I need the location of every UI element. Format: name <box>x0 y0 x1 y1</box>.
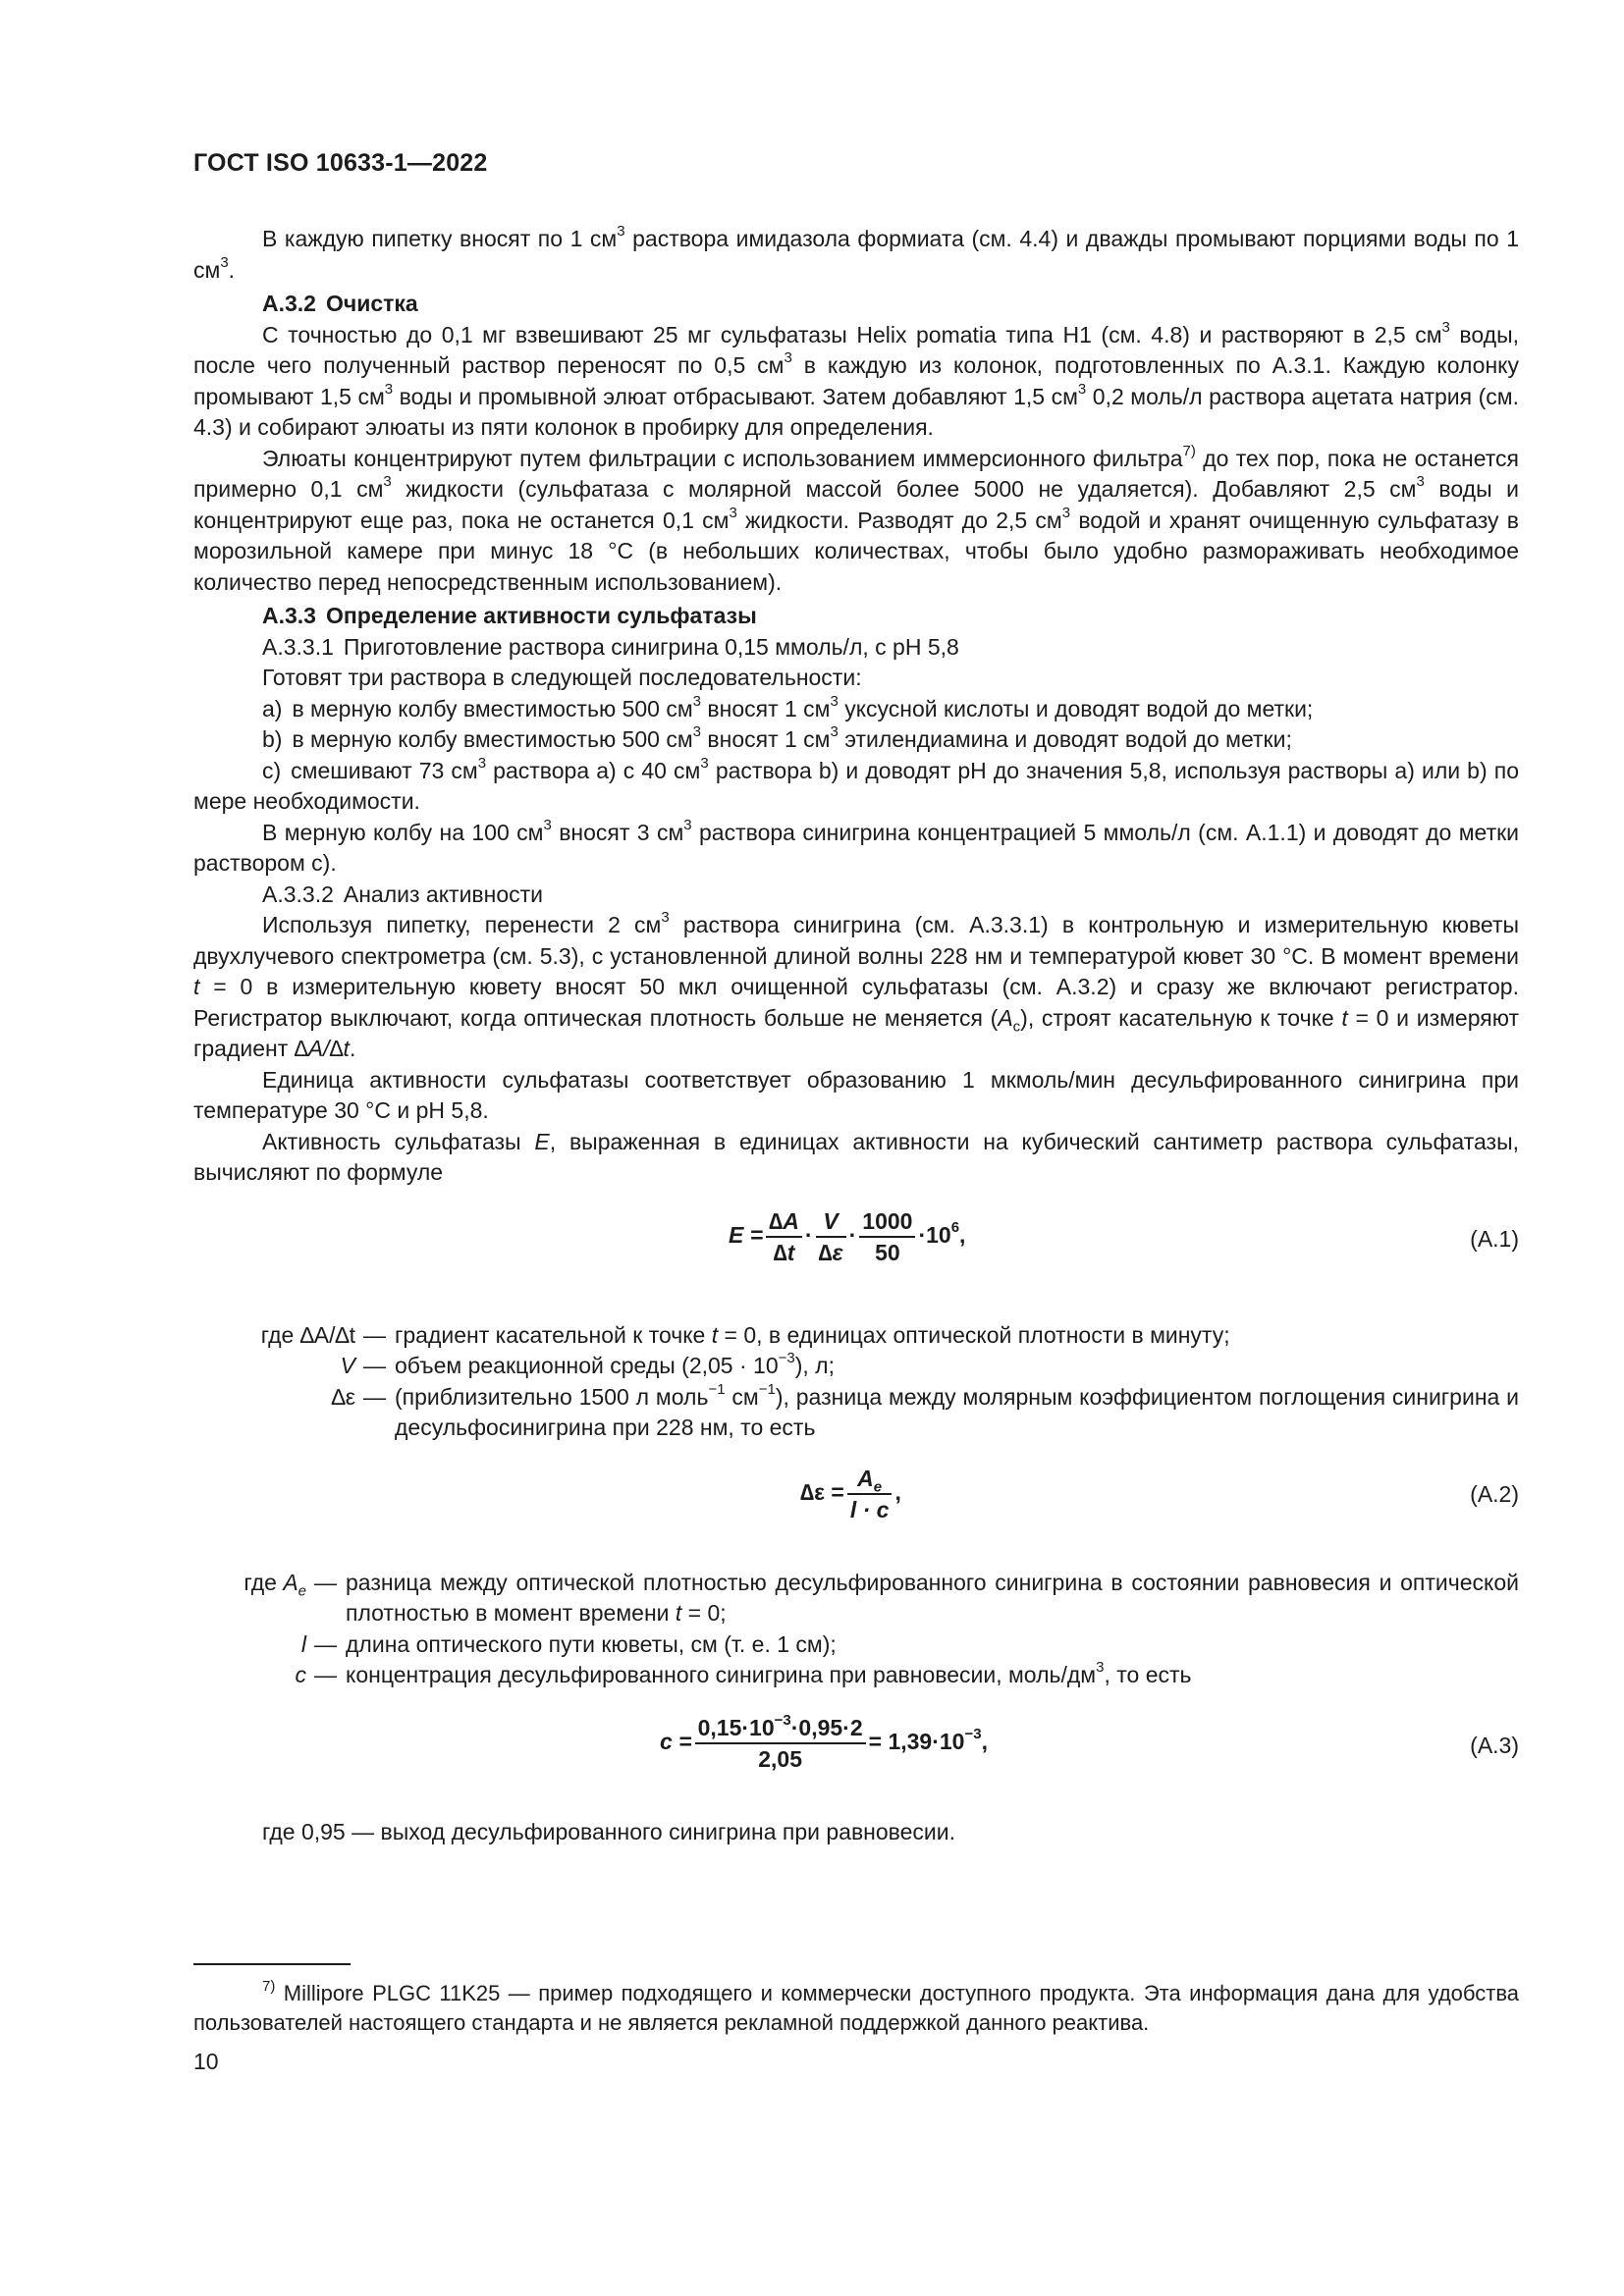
paragraph: Готовят три раствора в следующей последовательности: <box>262 665 862 690</box>
footnote-reference: 7) <box>1182 442 1196 459</box>
list-item: с) смешивают 73 $см^3$ раствора а) с 40 $см^3$ раствора b) и доводят pH до значения 5,8, используя растворы а) или b) по мере необходимости. <box>193 754 1519 814</box>
paragraph: Элюаты концентрируют путем фильтрации с использованием иммерсионного фильтра$^{7)}$ до тех пор, пока не останется примерно 0,1 $см^3$ жидкости (сульфатаза с молярной массой более 5000 не удаляется). Добавляют 2,5 $см^3$ воды и концентрируют еще раз, пока не останется 0,1 $см^3$ жидкости. Разводят до 2,5 $см^3$ водой и хранят очищенную сульфатазу в морозильной камере при минус 18 °С (в небольших количествах, чтобы было удобно размораживать необходимое количество перед непосредственным использованием). <box>193 442 1519 595</box>
definition-item: V — объем реакционной среды $(2,05 \cdot 10^{-3})$, л; <box>340 1350 835 1378</box>
main-text <box>193 224 1519 1847</box>
document-header: ГОСТ ISO 10633-1—2022 <box>193 149 488 177</box>
definition-item: где ∆A/∆t — градиент касательной к точке t = 0, в единицах оптической плотности в минуту; <box>260 1321 1230 1348</box>
definition-item: l — длина оптического пути кюветы, см (т. е. 1 см); <box>300 1630 837 1657</box>
formula-a1 <box>193 1206 1519 1291</box>
paragraph: Активность сульфатазы E, выраженная в единицах активности на кубический сантиметр раствора сульфатазы, вычисляют по формуле <box>193 1128 1519 1185</box>
formula-expression: ∆ε = $\frac{A_e}{l \cdot c}$ , <box>800 1465 901 1522</box>
paragraph: Единица активности сульфатазы соответствует образованию 1 мкмоль/мин десульфированного синигрина при температуре 30 °С и pH 5,8. <box>193 1066 1519 1123</box>
paragraph: С точностью до 0,1 мг взвешивают 25 мг сульфатазы Helix pomatia типа H1 (см. 4.8) и растворяют в 2,5 $см^3$ воды, после чего полученный раствор переносят по 0,5 $см^3$ в каждую из колонок, подготовленных по А.3.1. Каждую колонку промывают 1,5 $см^3$ воды и промывной элюат отбрасывают. Затем добавляют 1,5 $см^3$ 0,2 моль/л раствора ацетата натрия (см. 4.3) и собирают элюаты из пяти колонок в пробирку для определения. <box>193 318 1520 440</box>
definition-item: c — концентрация десульфированного синигрина при равновесии, моль/$дм^3$, то есть <box>295 1659 1192 1687</box>
definitions-a1 <box>193 1320 1519 1444</box>
section-heading: А.3.3 Определение активности сульфатазы <box>262 603 757 628</box>
paragraph: В мерную колбу на 100 $см^3$ вносят 3 $см^3$ раствора синигрина концентрацией 5 ммоль/л (см. А.1.1) и доводят до метки раствором с). <box>193 816 1520 876</box>
footnote-separator <box>193 1963 351 1965</box>
definition-item: где $A_e$ — разница между оптической плотностью десульфированного синигрина в состоянии равновесия и оптической плотностью в момент времени t = 0; <box>244 1569 1519 1626</box>
subsection-heading: А.3.3.2 Анализ активности <box>262 881 544 907</box>
formula-expression: E = $\frac{\Delta A}{\Delta t}$ · $\frac{V}{\Delta\varepsilon}$ · $\frac{1000}{50}$ $\cdot 10^6$, <box>729 1207 966 1265</box>
formula-number: (А.2) <box>1470 1480 1519 1507</box>
section-heading: А.3.2 Очистка <box>262 291 418 316</box>
subsection-heading: А.3.3.1 Приготовление раствора синигрина 0,15 ммоль/л, с pH 5,8 <box>262 633 959 660</box>
formula-a3 <box>193 1713 1519 1795</box>
list-item: а) в мерную колбу вместимостью 500 $см^3$ вносят 1 $см^3$ уксусной кислоты и доводят водой до метки; <box>262 692 1314 721</box>
definitions-a2 <box>193 1568 1519 1691</box>
page-number: 10 <box>193 2049 219 2074</box>
formula-number: (А.1) <box>1470 1225 1519 1252</box>
list-item: b) в мерную колбу вместимостью 500 $см^3$ вносят 1 $см^3$ этилендиамина и доводят водой до метки; <box>262 723 1292 752</box>
footnote: $^{7)}$ Millipore PLGC 11K25 — пример подходящего и коммерчески доступного продукта. Эта информация дана для удобства пользователей настоящего стандарта и не является рекламной поддержкой данного реактива. <box>193 1977 1519 2035</box>
paragraph: где 0,95 — выход десульфированного синигрина при равновесии. <box>262 1818 955 1844</box>
definition-item: ∆ε — (приблизительно 1500 л моль$^{-1}$ $см^{-1}$), разница между молярным коэффициентом поглощения синигрина и десульфосинигрина при 228 нм, то есть <box>331 1380 1520 1440</box>
formula-expression: c = $\frac{0,15\cdot 10^{-3}\cdot 0,95\cdot 2}{2,05}$ = $1,39\cdot 10^{-3}$, <box>660 1711 988 1772</box>
formula-number: (А.3) <box>1470 1732 1519 1758</box>
formula-a2 <box>193 1464 1519 1542</box>
paragraph: В каждую пипетку вносят по 1 $см^3$ раствора имидазола формиата (см. 4.4) и дважды промывают порциями воды по 1 $см^3$. <box>193 223 1519 283</box>
paragraph: Используя пипетку, перенести 2 $см^3$ раствора синигрина (см. А.3.3.1) в контрольную и измерительную кюветы двухлучевого спектрометра (см. 5.3), с установленной длиной волны 228 нм и температурой кювет 30 °С. В момент времени t = 0 в измерительную кювету вносят 50 мкл очищенной сульфатазы (см. А.3.2) и сразу же включают регистратор. Регистратор выключают, когда оптическая плотность больше не меняется $(A_c)$, строят касательную к точке t = 0 и измеряют градиент ∆A/∆t. <box>193 909 1520 1061</box>
